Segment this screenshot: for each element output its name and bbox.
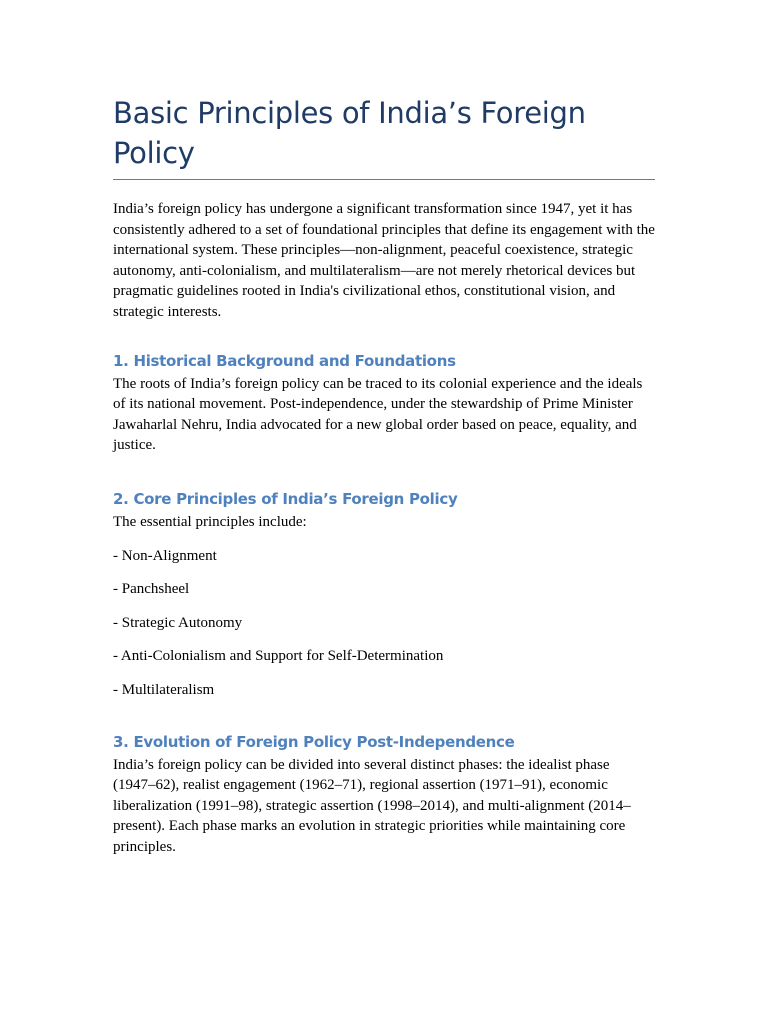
- section-heading: 3. Evolution of Foreign Policy Post-Independence: [113, 732, 515, 751]
- list-item: - Multilateralism: [113, 681, 215, 698]
- section-historical-background: [113, 350, 655, 456]
- document-page: [113, 93, 655, 857]
- list-item: - Panchsheel: [113, 581, 190, 598]
- document-title: Basic Principles of India’s Foreign Policy: [113, 93, 655, 180]
- section-heading: 2. Core Principles of India’s Foreign Policy: [113, 489, 458, 508]
- section-paragraph: India’s foreign policy can be divided into several distinct phases: the idealist phase (1947–62), realist engagement (1962–71), regional assertion (1971–91), economic liberalization (1991–98), strategic assertion (1998–2014), and multi-alignment (2014–present). Each phase marks an evolution in strategic priorities while maintaining core principles.: [113, 756, 631, 855]
- intro-paragraph: India’s foreign policy has undergone a significant transformation since 1947, yet it has consistently adhered to a set of foundational principles that define its engagement with the international system. These principles—non-alignment, peaceful coexistence, strategic autonomy, anti-colonialism, and multilateralism—are not merely rhetorical devices but pragmatic guidelines rooted in India's civilizational ethos, constitutional vision, and strategic interests.: [113, 201, 655, 320]
- list-item: - Non-Alignment: [113, 547, 217, 564]
- principles-list: [113, 546, 655, 701]
- section-heading: 1. Historical Background and Foundations: [113, 351, 456, 370]
- section-evolution: [113, 731, 655, 858]
- section-core-principles: [113, 488, 655, 701]
- list-item: - Anti-Colonialism and Support for Self-Determination: [113, 648, 444, 665]
- section-paragraph: The roots of India’s foreign policy can be traced to its colonial experience and the ideals of its national movement. Post-independence, under the stewardship of Prime Minister Jawaharlal Nehru, India advocated for a new global order based on peace, equality, and justice.: [113, 375, 643, 454]
- list-item: - Strategic Autonomy: [113, 614, 243, 631]
- section-paragraph: The essential principles include:: [113, 513, 307, 530]
